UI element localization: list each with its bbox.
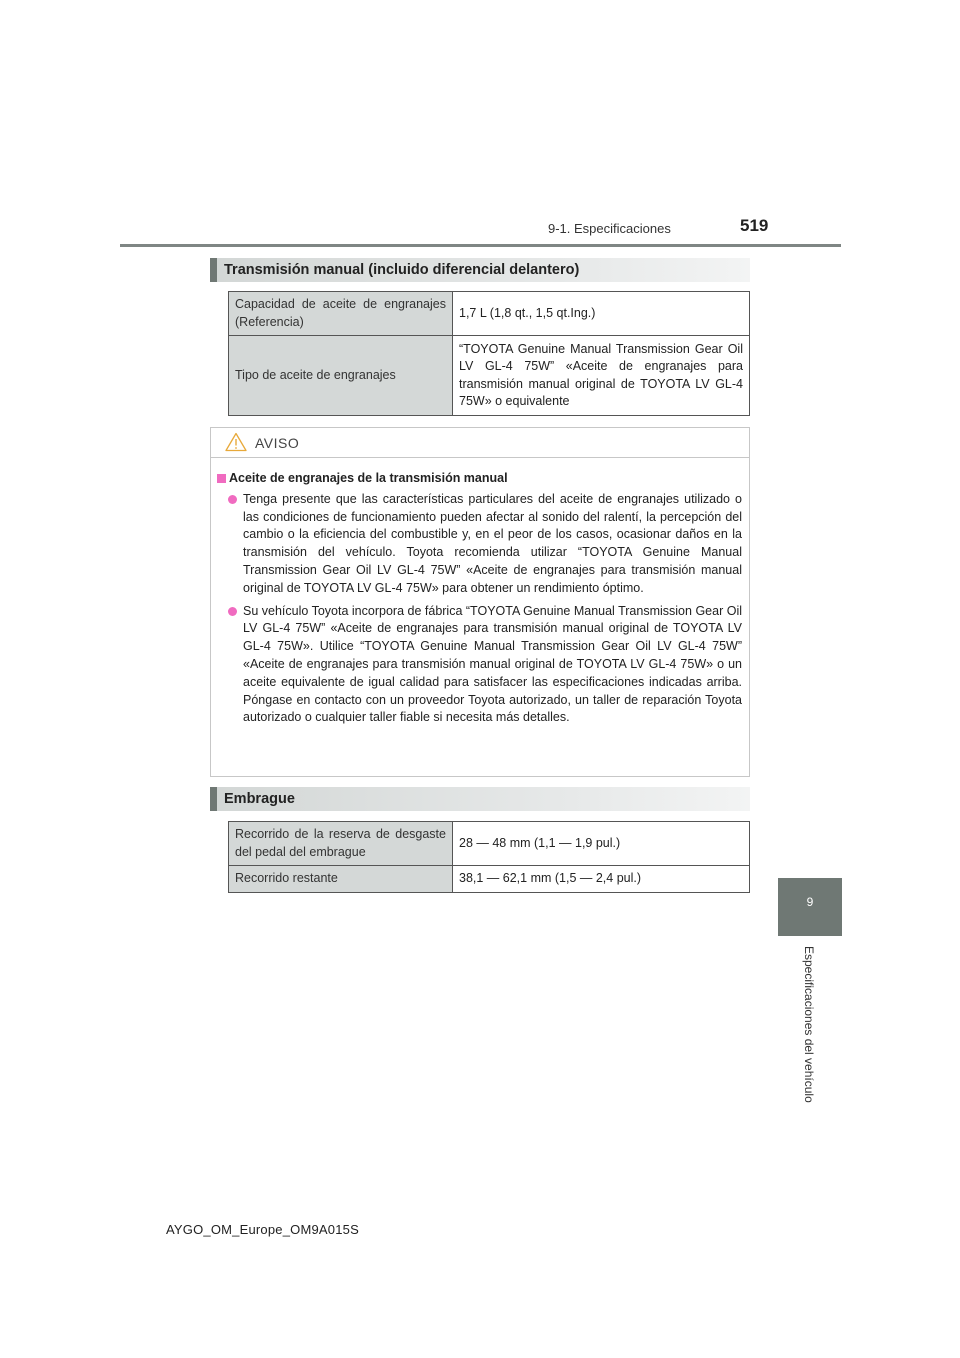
chapter-tab-number: 9 bbox=[806, 895, 814, 909]
notice-body bbox=[211, 458, 749, 727]
spec-value: “TOYOTA Genuine Manual Transmission Gear Oil LV GL-4 75W” «Aceite de engranajes para transmisión manual original de TOYOTA LV GL-4 75W» o equivalente bbox=[453, 336, 750, 416]
document-code: AYGO_OM_Europe_OM9A015S bbox=[166, 1222, 359, 1237]
square-bullet-icon bbox=[217, 474, 226, 483]
list-item bbox=[216, 491, 742, 598]
transmission-section-title: Transmisión manual (incluido diferencial delantero) bbox=[210, 258, 750, 282]
transmission-spec-table bbox=[228, 291, 750, 416]
notice-subheading bbox=[216, 470, 742, 488]
chapter-tab-label bbox=[800, 946, 816, 1116]
spec-key: Tipo de aceite de engranajes bbox=[229, 336, 453, 416]
notice-header bbox=[211, 428, 749, 458]
notice-label: AVISO bbox=[255, 435, 300, 451]
table-row bbox=[229, 336, 750, 416]
list-item-text: Tenga presente que las características particulares del aceite de engranajes utilizado o las condiciones de funcionamiento pueden afectar al sonido del ralentí, la percepción del cambio o la eficiencia del combustible y, en el peor de los casos, ocasionar daños en la transmisión del vehículo. Toyota recomienda utilizar “TOYOTA Genuine Manual Transmission Gear Oil LV GL-4 75W” «Aceite de engranajes para transmisión manual original de TOYOTA LV GL-4 75W» para obtener un rendimiento óptimo. bbox=[243, 491, 742, 595]
spec-key: Capacidad de aceite de engranajes (Referencia) bbox=[229, 292, 453, 336]
table-row bbox=[229, 866, 750, 893]
spec-value: 1,7 L (1,8 qt., 1,5 qt.Ing.) bbox=[453, 292, 750, 336]
chapter-tab-label-text: Especificaciones del vehículo bbox=[802, 946, 816, 1103]
clutch-spec-table bbox=[228, 821, 750, 893]
header-divider bbox=[120, 244, 841, 247]
list-item-text: Su vehículo Toyota incorpora de fábrica “TOYOTA Genuine Manual Transmission Gear Oil LV GL-4 75W” «Aceite de engranajes para transmisión manual original de TOYOTA LV GL-4 75W». Utilice “TOYOTA Genuine Manual Transmission Gear Oil LV GL-4 75W” «Aceite de engranajes para transmisión manual original de TOYOTA LV GL-4 75W» o un aceite equivalente de igual calidad para satisfacer las especificaciones indicadas arriba. Póngase en contacto con un proveedor Toyota autorizado, un taller de reparación Toyota autorizado o cualquier taller fiable si necesita más detalles. bbox=[243, 603, 742, 725]
spec-value: 38,1 — 62,1 mm (1,5 — 2,4 pul.) bbox=[453, 866, 750, 893]
spec-value: 28 — 48 mm (1,1 — 1,9 pul.) bbox=[453, 822, 750, 866]
section-heading: 9-1. Especificaciones bbox=[548, 221, 671, 236]
spec-key: Recorrido de la reserva de desgaste del pedal del embrague bbox=[229, 822, 453, 866]
notice-box bbox=[210, 427, 750, 777]
warning-triangle-icon bbox=[225, 432, 247, 452]
notice-subheading-text: Aceite de engranajes de la transmisión manual bbox=[229, 471, 508, 485]
bullet-icon bbox=[228, 495, 237, 504]
page-number: 519 bbox=[740, 216, 769, 235]
bullet-icon bbox=[228, 607, 237, 616]
table-row bbox=[229, 822, 750, 866]
clutch-section-title: Embrague bbox=[210, 787, 750, 811]
table-row bbox=[229, 292, 750, 336]
list-item bbox=[216, 603, 742, 728]
spec-key: Recorrido restante bbox=[229, 866, 453, 893]
